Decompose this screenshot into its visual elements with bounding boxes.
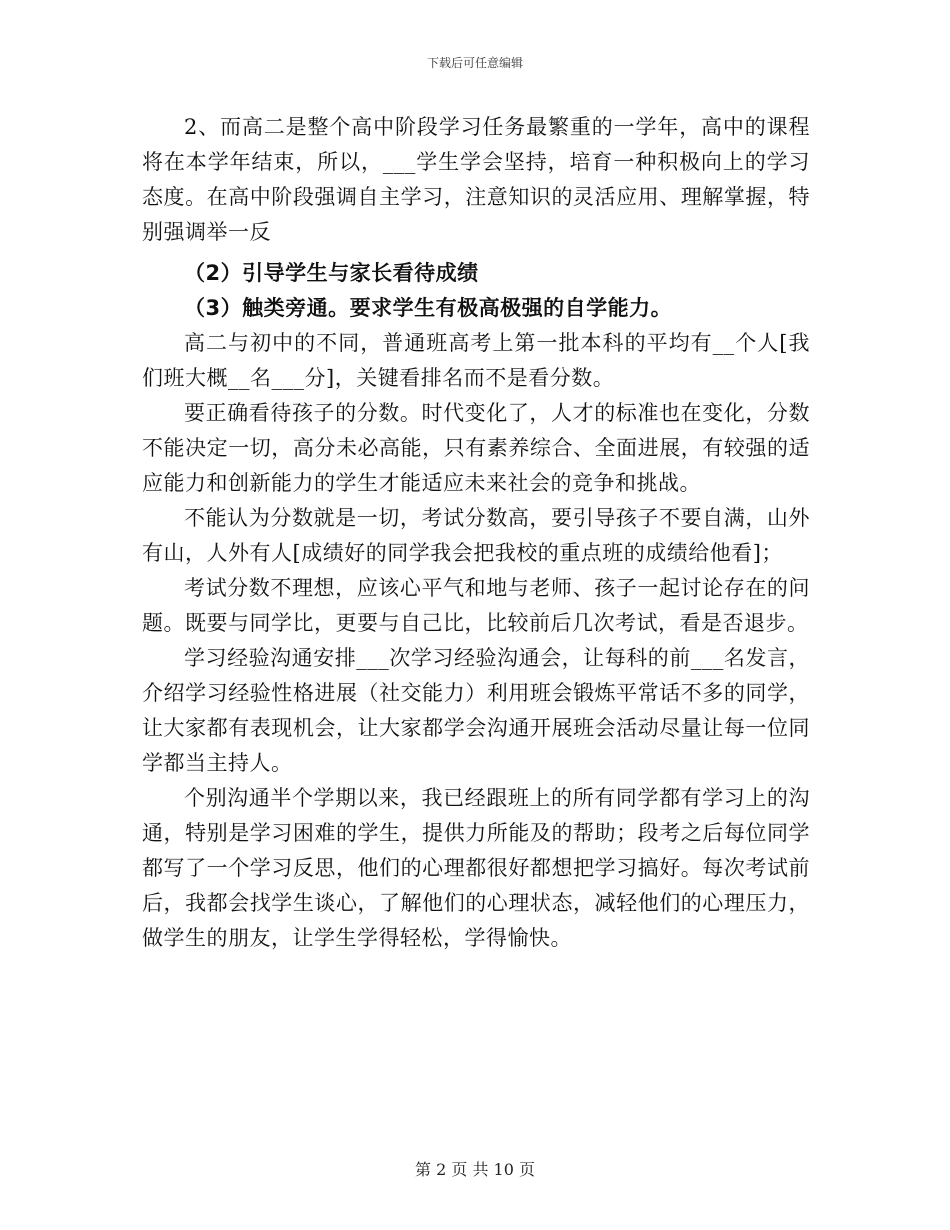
paragraph-3: 要正确看待孩子的分数。时代变化了，人才的标准也在变化，分数不能决定一切，高分未必高能，只有素养综合、全面进展，有较强的适应能力和创新能力的学生才能适应未来社会的竞争和挑战。 [142, 401, 810, 495]
paragraph-2: 高二与初中的不同，普通班高考上第一批本科的平均有__个人[我们班大概__名___分]，关键看排名而不是看分数。 [142, 331, 810, 390]
section-heading-3: （3）触类旁通。要求学生有极高极强的自学能力。 [184, 296, 673, 320]
section-heading-2: （2）引导学生与家长看待成绩 [184, 261, 479, 285]
paragraph-5: 考试分数不理想，应该心平气和地与老师、孩子一起讨论存在的问题。既要与同学比，更要与自己比，比较前后几次考试，看是否退步。 [142, 576, 810, 635]
paragraph-4: 不能认为分数就是一切，考试分数高，要引导孩子不要自满，山外有山，人外有人[成绩好的同学我会把我校的重点班的成绩给他看]； [142, 506, 810, 565]
page-number: 第 2 页 共 10 页 [415, 1160, 535, 1179]
paragraph-7: 个别沟通半个学期以来，我已经跟班上的所有同学都有学习上的沟通，特别是学习困难的学生，提供力所能及的帮助；段考之后每位同学都写了一个学习反思，他们的心理都很好都想把学习搞好。每次考试前后，我都会找学生谈心，了解他们的心理状态，减轻他们的心理压力，做学生的朋友，让学生学得轻松，学得愉快。 [142, 786, 810, 950]
paragraph-1: 2、而高二是整个高中阶段学习任务最繁重的一学年，高中的课程将在本学年结束，所以，___学生学会坚持，培育一种积极向上的学习态度。在高中阶段强调自主学习，注意知识的灵活应用、理解掌握，特别强调举一反 [142, 115, 810, 244]
page-header-note: 下载后可任意编辑 [426, 56, 523, 70]
document-body [142, 110, 810, 956]
paragraph-6: 学习经验沟通安排___次学习经验沟通会，让每科的前___名发言，介绍学习经验性格进展（社交能力）利用班会锻炼平常话不多的同学，让大家都有表现机会，让大家都学会沟通开展班会活动尽量让每一位同学都当主持人。 [142, 646, 810, 775]
